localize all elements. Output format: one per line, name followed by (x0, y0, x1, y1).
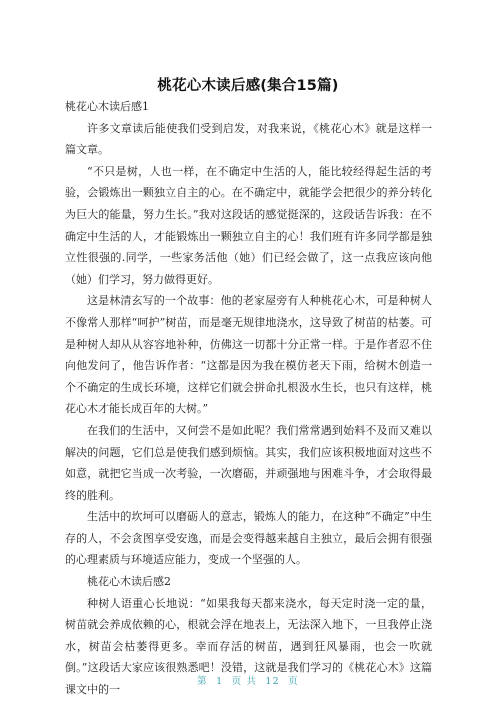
paragraph-2: “不只是树，人也一样，在不确定中生活的人，能比较经得起生活的考验，会锻炼出一颗独立自主的心。在不确定中，就能学会把很少的养分转化为巨大的能量，努力生长。”我对这段话的感觉挺深的，这段话告诉我：在不确定中生活的人，才能锻炼出一颗独立自主的心！我们班有许多同学都是独立性很强的.同学，一些家务活他（她）们已经会做了，这一点我应该向他（她）们学习，努力做得更好。 (65, 164, 432, 286)
footer-middle: 页 共 (231, 676, 258, 687)
document-body (65, 96, 432, 701)
page-footer (0, 673, 496, 687)
footer-page-number: 1 (216, 676, 224, 687)
section-heading-1: 桃花心木读后感1 (65, 100, 149, 113)
document-title: 桃花心木读后感(集合15篇) (157, 78, 339, 94)
footer-total-pages: 12 (265, 676, 280, 687)
paragraph-3: 这是林清玄写的一个故事：他的老家屋旁有人种桃花心木，可是种树人不像常人那样“呵护”树苗，而是毫无规律地浇水，这导致了树苗的枯萎。可是种树人却从从容容地补种，仿佛这一切都十分正常一样。于是作者忍不住向他发问了，他告诉作者：“这都是因为我在模仿老天下雨，给树木创造一个不确定的生成长环境，这样它们就会拼命扎根汲水生长，也只有这样，桃花心木才能长成百年的大树。” (65, 294, 432, 416)
footer-prefix: 第 (197, 676, 208, 687)
paragraph-5: 生活中的坎坷可以磨砺人的意志，锻炼人的能力，在这种“不确定”中生存的人，不会贪图享受安逸，而是会变得越来越自主独立，最后会拥有很强的心理素质与环境适应能力，变成一个坚强的人。 (65, 510, 432, 567)
paragraph-4: 在我们的生活中，又何尝不是如此呢？我们常常遇到始料不及而又难以解决的问题，它们总是使我们感到烦恼。其实，我们应该积极地面对这些不如意，就把它当成一次考验，一次磨砺，并顽强地与困难斗争，才会取得最终的胜利。 (65, 423, 432, 502)
section-heading-2: 桃花心木读后感2 (87, 575, 171, 589)
footer-suffix: 页 (288, 676, 299, 687)
paragraph-6: 种树人语重心长地说：“如果我每天都来浇水，每天定时浇一定的量，树苗就会养成依赖的心，根就会浮在地表上，无法深入地下，一旦我停止浇水，树苗会枯萎得更多。幸而存活的树苗，遇到狂风暴雨，也会一吹就倒。”这段话大家应该很熟悉吧！没错，这就是我们学习的《桃花心木》这篇课文中的一 (65, 596, 432, 697)
paragraph-1: 许多文章读后能使我们受到启发，对我来说，《桃花心木》就是这样一篇文章。 (65, 121, 432, 157)
